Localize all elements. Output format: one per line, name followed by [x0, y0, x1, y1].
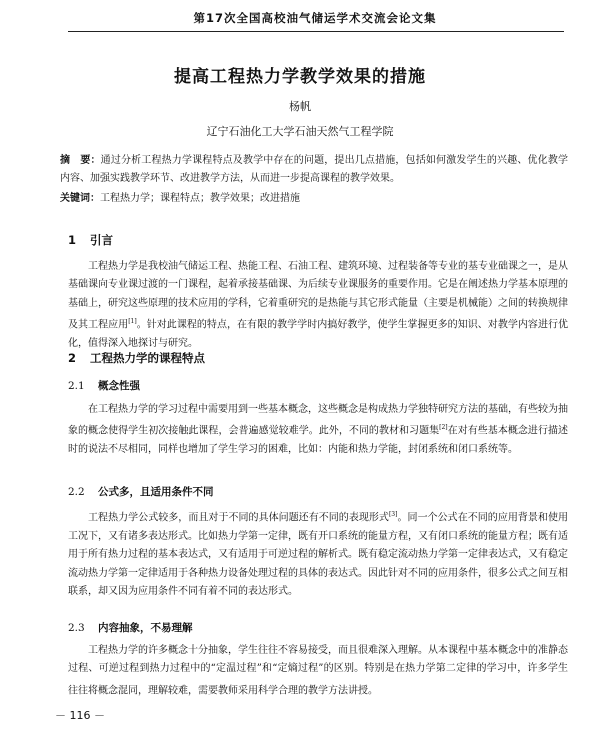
section-title: 工程热力学的课程特点	[90, 351, 205, 365]
paragraph-2-3: 工程热力学的许多概念十分抽象，学生往往不容易接受，而且很难深入理解。从本课程中基本概念中的准静态过程、可逆过程到热力过程中的“定温过程”和“定熵过程”的区别。特别是在热力学第二定律的学习中，许多学生往往将概念混同，理解较难，需要教师采用科学合理的教学方法讲授。	[68, 645, 568, 697]
paragraph-2-2: 工程热力学公式较多，而且对于不同的具体问题还有不同的表现形式[3]。同一个公式在不同的应用背景和使用工况下，又有诸多表达形式。比如热力学第一定律，既有开口系统的能量方程，又有闭口系统的能量方程；既有适用于所有热力过程的基本表达式，又有适用于可逆过程的解析式。既有稳定流动热力学第一定律表达式，又有稳定流动热力学第一定律适用于各种热力设备处理过程的具体的表达式。因此针对不同的应用条件，很多公式之间互相联系，却又因为应用条件不同有着不同的表达形式。	[68, 511, 569, 597]
subsection-number: 2.1	[68, 380, 85, 392]
paper-title: 提高工程热力学教学效果的措施	[174, 67, 426, 87]
subsection-number: 2.3	[68, 622, 85, 634]
author-name: 杨帆	[289, 100, 311, 113]
keywords	[60, 190, 568, 208]
abstract	[60, 152, 568, 188]
citation-ref: [3]	[388, 511, 398, 518]
running-header: 第17次全国高校油气储运学术交流会论文集	[193, 11, 437, 25]
subsection-title: 公式多，且适用条件不同	[98, 486, 214, 498]
keywords-text: 工程热力学；课程特点；教学效果；改进措施	[100, 193, 300, 204]
paragraph-2-1: 在工程热力学的学习过程中需要用到一些基本概念，这些概念是构成热力学独特研究方法的基础，有些较为抽象的概念使得学生初次接触此课程，会普遍感觉较难学。此外，不同的教材和习题集[2]在对有些基本概念进行描述时的说法不尽相同，同样也增加了学生学习的困难，比如：内能和热力学能，封闭系统和闭口系统等。	[68, 404, 569, 456]
subsection-heading-2-1	[68, 378, 140, 393]
section-title: 引言	[90, 233, 113, 247]
section-number: 1	[68, 233, 77, 247]
intro-paragraph: 工程热力学是我校油气储运工程、热能工程、石油工程、建筑环境、过程装备等专业的基专业础课之一，是从基础课向专业课过渡的一门课程，起着承接基础课、为后续专业课服务的重要作用。它是在阐述热力学基本原理的基础上，研究这些原理的技术应用的学科，它着重研究的是热能与其它形式能量（主要是机械能）之间的转换规律及其工程应用[1]。针对此课程的特点，在有限的教学学时内搞好教学，使学生掌握更多的知识、对教学内容进行优化，值得深入地探讨与研究。	[68, 261, 569, 349]
section-heading-features	[68, 350, 205, 366]
section-heading-intro	[68, 232, 113, 248]
subsection-number: 2.2	[68, 486, 85, 498]
subsection-title: 概念性强	[98, 380, 140, 392]
abstract-label: 摘 要：	[60, 155, 101, 166]
subsection-heading-2-2	[68, 484, 214, 499]
citation-ref: [1]	[128, 318, 137, 326]
author-affiliation: 辽宁石油化工大学石油天然气工程学院	[206, 125, 394, 138]
subsection-title: 内容抽象，不易理解	[98, 622, 193, 634]
section-number: 2	[68, 351, 77, 365]
keywords-label: 关键词：	[60, 193, 100, 204]
subsection-heading-2-3	[68, 620, 193, 635]
abstract-text: 通过分析工程热力学课程特点及教学中存在的问题，提出几点措施，包括如何激发学生的兴趣、优化教学内容、加强实践教学环节、改进教学方法，从而进一步提高课程的教学效果。	[60, 155, 569, 184]
page-number: － 116 －	[55, 709, 105, 722]
citation-ref: [2]	[439, 424, 448, 432]
header-rule	[68, 31, 564, 32]
